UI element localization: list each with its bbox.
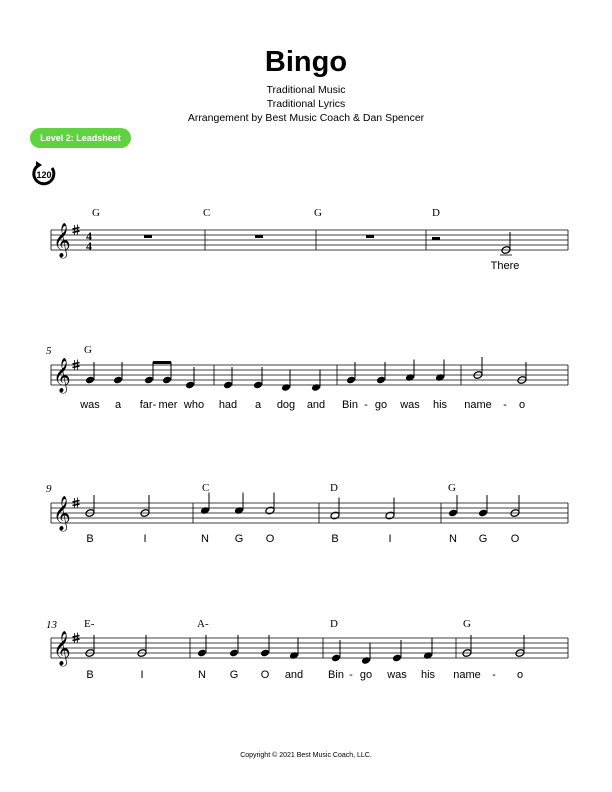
lyric: name [453,669,481,681]
lyric: dog [276,399,296,411]
whole-rest [255,235,263,238]
lyric: G [229,669,239,681]
lyric: o [516,669,524,681]
chord-symbol: E- [84,618,95,630]
lyric: - [503,399,507,411]
arrangement-credit: Arrangement by Best Music Coach & Dan Spencer [187,112,425,124]
whole-rest [366,235,374,238]
lyric: O [510,533,520,545]
lyric: go [374,399,388,411]
lyric: was [80,399,100,411]
song-title: Bingo [264,46,348,78]
staff-system-1 [51,207,568,272]
chord-symbol: D [330,482,338,494]
lyric: N [201,533,209,545]
music-credit: Traditional Music [266,84,346,96]
treble-clef: 𝄞 [53,631,71,666]
chord-symbol: A- [197,618,209,630]
lyric: his [432,399,448,411]
staff-system-2 [46,344,568,411]
chord-symbol: G [448,482,456,494]
treble-clef: 𝄞 [53,358,71,393]
lyric: and [306,399,326,411]
treble-clef: 𝄞 [53,496,71,531]
lyric: N [449,533,457,545]
treble-clef: 𝄞 [53,223,71,258]
lyric: had [218,399,238,411]
chord-symbol: G [92,207,100,219]
tempo-value: 120 [36,170,52,180]
chord-symbol: G [463,618,471,630]
lyric: far- [139,399,157,411]
measure-number: 13 [46,619,57,631]
lyric: and [284,669,304,681]
level-badge[interactable]: Level 2: Leadsheet [30,128,131,148]
lyric: who [183,399,205,411]
measure-number: 9 [46,483,52,495]
staff-system-4 [46,618,568,681]
lyric: a [114,399,122,411]
lyric: his [420,669,436,681]
chord-symbol: C [202,482,210,494]
lyric: go [359,669,373,681]
copyright: Copyright © 2021 Best Music Coach, LLC. [240,752,372,759]
lyric: - [349,669,353,681]
lyric: was [387,669,407,681]
lyric: B [86,669,94,681]
half-rest [432,237,440,240]
chord-symbol: G [84,344,92,356]
lyric: Bin [342,399,358,411]
measure-number: 5 [46,345,52,357]
lyric: I [143,533,147,545]
staff-system-3 [46,482,568,545]
lyric: mer [158,399,178,411]
lyric: There [490,260,520,272]
lyric: name [464,399,492,411]
lyric: N [198,669,206,681]
lyric: B [86,533,94,545]
lyric: - [492,669,496,681]
lyric: Bin [328,669,344,681]
lyric: - [364,399,368,411]
beam [153,361,171,364]
lyric: G [234,533,244,545]
chord-symbol: D [432,207,440,219]
lyric: B [331,533,339,545]
lyrics-credit: Traditional Lyrics [266,98,346,110]
lyric: O [260,669,270,681]
lyric: G [478,533,488,545]
lyric: I [140,669,144,681]
time-signature-bottom: 4 [86,239,92,253]
chord-symbol: D [330,618,338,630]
lyric: I [388,533,392,545]
lyric: O [265,533,275,545]
chord-symbol: C [203,207,211,219]
lyric: a [254,399,262,411]
lyric: o [518,399,526,411]
chord-symbol: G [314,207,322,219]
time-signature-top: 4 [86,229,92,243]
whole-rest [144,235,152,238]
lyric: was [400,399,420,411]
